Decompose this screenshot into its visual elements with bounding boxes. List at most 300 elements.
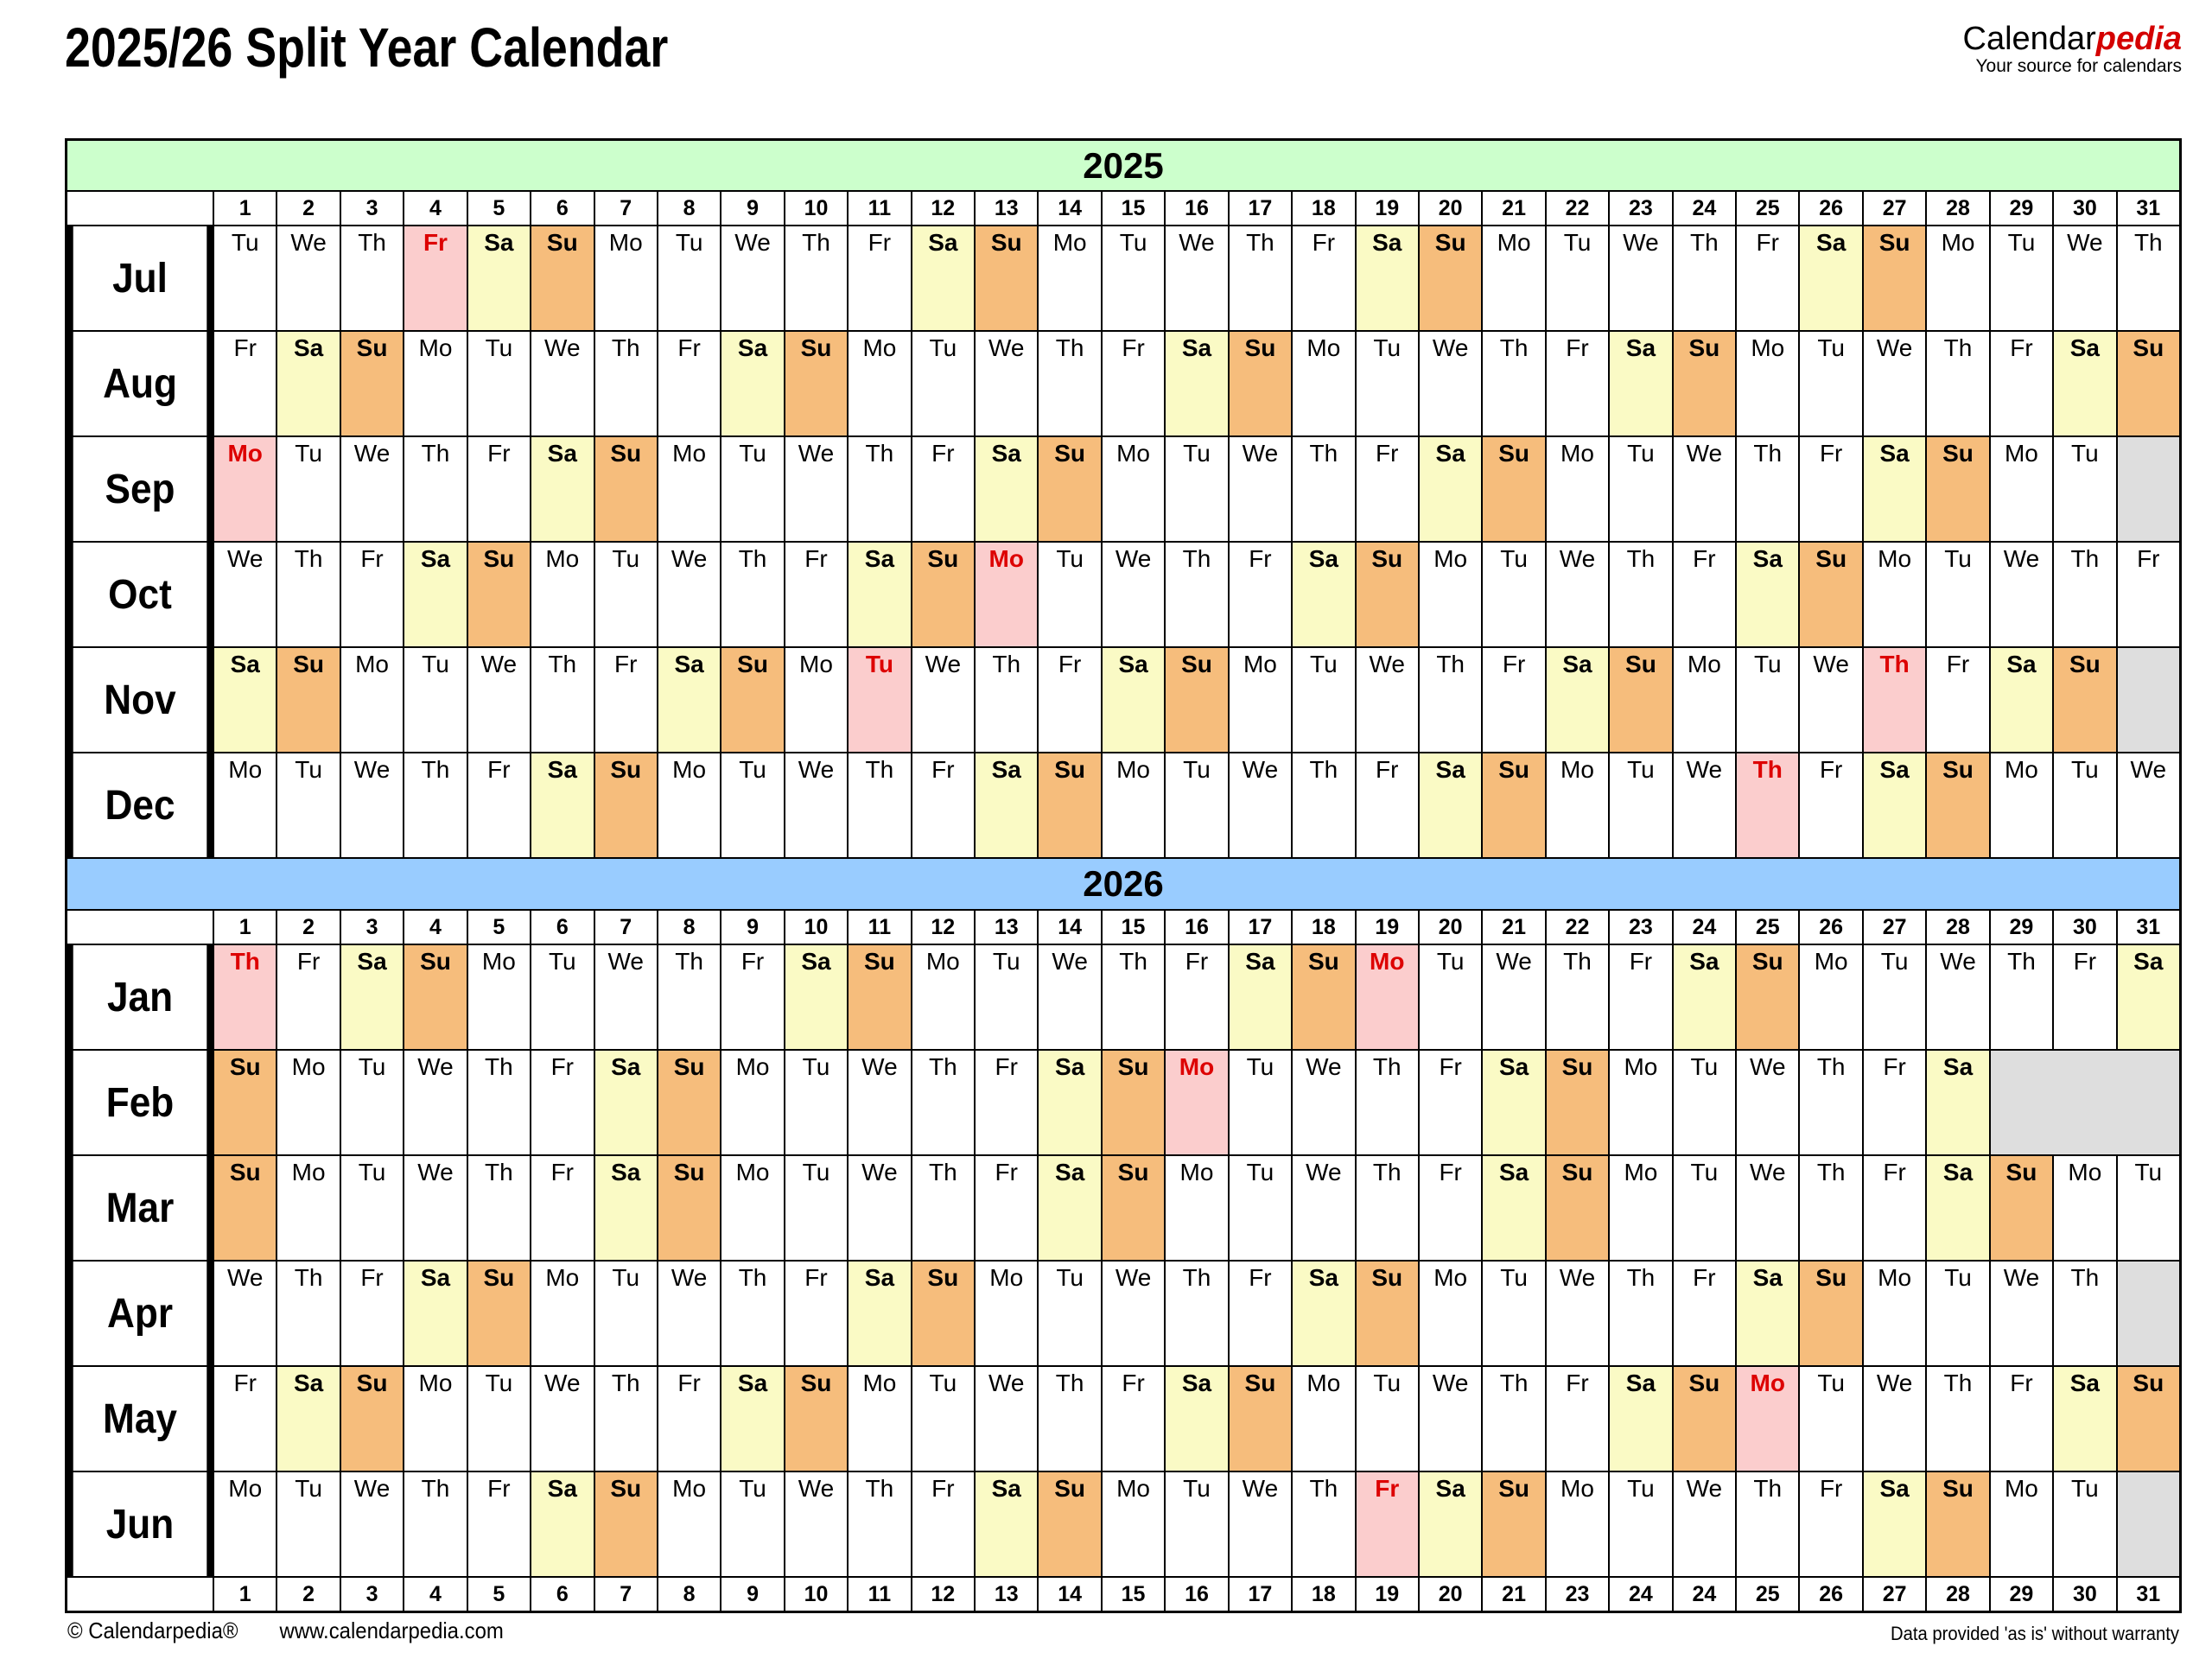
day-cell-sep-15: Mo <box>1103 437 1164 541</box>
logo-text-red: pedia <box>2095 21 2182 57</box>
day-cell-nov-10: Mo <box>785 648 847 752</box>
day-cell-apr-29: We <box>1991 1262 2052 1365</box>
day-cell-jun-17: We <box>1230 1472 1291 1576</box>
day-header-cell: 17 <box>1230 911 1291 944</box>
footer-day-cell: 26 <box>1800 1578 1861 1611</box>
day-cell-feb-26: Th <box>1800 1051 1861 1154</box>
footer-day-cell: 16 <box>1166 1578 1227 1611</box>
day-cell-sep-10: We <box>785 437 847 541</box>
day-cell-feb-22: Su <box>1547 1051 1608 1154</box>
day-cell-jun-29: Mo <box>1991 1472 2052 1576</box>
day-cell-apr-27: Mo <box>1864 1262 1925 1365</box>
day-cell-nov-28: Fr <box>1927 648 1988 752</box>
day-cell-oct-14: Tu <box>1039 543 1100 646</box>
day-cell-apr-1: We <box>214 1262 276 1365</box>
day-cell-dec-17: We <box>1230 753 1291 857</box>
day-cell-mar-3: Tu <box>341 1156 403 1260</box>
day-cell-sep-17: We <box>1230 437 1291 541</box>
day-cell-oct-1: We <box>214 543 276 646</box>
day-cell-oct-16: Th <box>1166 543 1227 646</box>
day-cell-feb-23: Mo <box>1610 1051 1671 1154</box>
day-cell-sep-26: Fr <box>1800 437 1861 541</box>
day-header-cell: 27 <box>1864 911 1925 944</box>
day-cell-jul-19: Sa <box>1357 226 1418 330</box>
day-cell-feb-16: Mo <box>1166 1051 1227 1154</box>
day-cell-dec-28: Su <box>1927 753 1988 857</box>
day-cell-jul-31: Th <box>2118 226 2179 330</box>
day-cell-nov-19: We <box>1357 648 1418 752</box>
day-cell-jan-9: Fr <box>721 945 783 1049</box>
day-header-cell: 20 <box>1420 192 1481 225</box>
day-cell-mar-27: Fr <box>1864 1156 1925 1260</box>
day-cell-jan-23: Fr <box>1610 945 1671 1049</box>
day-cell-mar-1: Su <box>214 1156 276 1260</box>
month-label-feb: Feb <box>73 1051 207 1154</box>
day-cell-jan-24: Sa <box>1674 945 1735 1049</box>
day-cell-nov-15: Sa <box>1103 648 1164 752</box>
day-cell-feb-13: Fr <box>976 1051 1037 1154</box>
day-cell-aug-22: Fr <box>1547 332 1608 435</box>
day-cell-jul-12: Sa <box>912 226 974 330</box>
day-cell-oct-9: Th <box>721 543 783 646</box>
footer-day-cell: 4 <box>404 1578 466 1611</box>
day-cell-may-27: We <box>1864 1367 1925 1471</box>
day-cell-jun-18: Th <box>1293 1472 1354 1576</box>
day-cell-aug-17: Su <box>1230 332 1291 435</box>
day-cell-apr-20: Mo <box>1420 1262 1481 1365</box>
day-header-cell: 26 <box>1800 911 1861 944</box>
day-cell-jun-8: Mo <box>658 1472 720 1576</box>
day-cell-sep-8: Mo <box>658 437 720 541</box>
day-cell-oct-8: We <box>658 543 720 646</box>
day-cell-feb-8: Su <box>658 1051 720 1154</box>
day-cell-jan-13: Tu <box>976 945 1037 1049</box>
day-cell-apr-13: Mo <box>976 1262 1037 1365</box>
day-cell-mar-8: Su <box>658 1156 720 1260</box>
day-header-cell: 10 <box>785 911 847 944</box>
day-cell-oct-15: We <box>1103 543 1164 646</box>
day-cell-may-2: Sa <box>277 1367 339 1471</box>
day-cell-may-26: Tu <box>1800 1367 1861 1471</box>
day-cell-may-12: Tu <box>912 1367 974 1471</box>
footer-day-cell: 31 <box>2118 1578 2179 1611</box>
day-header-cell: 15 <box>1103 192 1164 225</box>
day-cell-nov-13: Th <box>976 648 1037 752</box>
day-cell-jan-18: Su <box>1293 945 1354 1049</box>
day-header-cell: 18 <box>1293 911 1354 944</box>
day-cell-jan-31: Sa <box>2118 945 2179 1049</box>
day-cell-mar-20: Fr <box>1420 1156 1481 1260</box>
day-cell-may-3: Su <box>341 1367 403 1471</box>
day-cell-jun-10: We <box>785 1472 847 1576</box>
day-cell-oct-21: Tu <box>1483 543 1544 646</box>
day-cell-jul-28: Mo <box>1927 226 1988 330</box>
day-cell-nov-17: Mo <box>1230 648 1291 752</box>
day-cell-apr-26: Su <box>1800 1262 1861 1365</box>
footer-day-cell: 13 <box>976 1578 1037 1611</box>
day-cell-may-6: We <box>531 1367 593 1471</box>
day-cell-aug-6: We <box>531 332 593 435</box>
day-cell-apr-3: Fr <box>341 1262 403 1365</box>
day-cell-jul-22: Tu <box>1547 226 1608 330</box>
footer-day-cell: 27 <box>1864 1578 1925 1611</box>
day-cell-dec-31: We <box>2118 753 2179 857</box>
day-header-cell: 19 <box>1357 911 1418 944</box>
day-cell-aug-25: Mo <box>1737 332 1798 435</box>
day-cell-oct-30: Th <box>2054 543 2115 646</box>
day-header-cell: 12 <box>912 911 974 944</box>
day-cell-jul-14: Mo <box>1039 226 1100 330</box>
day-cell-feb-18: We <box>1293 1051 1354 1154</box>
footer-day-cell: 29 <box>1991 1578 2052 1611</box>
day-cell-feb-28: Sa <box>1927 1051 1988 1154</box>
day-cell-feb-7: Sa <box>595 1051 657 1154</box>
day-cell-sep-9: Tu <box>721 437 783 541</box>
footer-day-cell: 12 <box>912 1578 974 1611</box>
day-header-cell: 5 <box>468 192 530 225</box>
day-cell-mar-23: Mo <box>1610 1156 1671 1260</box>
day-cell-jan-17: Sa <box>1230 945 1291 1049</box>
day-cell-apr-18: Sa <box>1293 1262 1354 1365</box>
day-cell-sep-29: Mo <box>1991 437 2052 541</box>
day-cell-sep-30: Tu <box>2054 437 2115 541</box>
day-header-cell: 16 <box>1166 911 1227 944</box>
day-cell-jan-28: We <box>1927 945 1988 1049</box>
day-header-cell: 6 <box>531 911 593 944</box>
day-header-cell: 23 <box>1610 192 1671 225</box>
day-cell-mar-26: Th <box>1800 1156 1861 1260</box>
month-label-jan: Jan <box>73 945 207 1049</box>
footer-day-cell: 24 <box>1610 1578 1671 1611</box>
day-header-cell: 3 <box>341 192 403 225</box>
day-cell-nov-14: Fr <box>1039 648 1100 752</box>
day-cell-nov-20: Th <box>1420 648 1481 752</box>
day-cell-aug-27: We <box>1864 332 1925 435</box>
day-cell-sep-20: Sa <box>1420 437 1481 541</box>
day-cell-jun-20: Sa <box>1420 1472 1481 1576</box>
day-header-cell: 26 <box>1800 192 1861 225</box>
day-cell-feb-6: Fr <box>531 1051 593 1154</box>
footer-copyright <box>67 1618 504 1644</box>
footer-day-cell: 15 <box>1103 1578 1164 1611</box>
day-cell-aug-23: Sa <box>1610 332 1671 435</box>
footer-day-cell: 1 <box>214 1578 276 1611</box>
day-cell-apr-19: Su <box>1357 1262 1418 1365</box>
day-cell-oct-6: Mo <box>531 543 593 646</box>
day-cell-nov-21: Fr <box>1483 648 1544 752</box>
day-cell-dec-26: Fr <box>1800 753 1861 857</box>
day-header-cell: 19 <box>1357 192 1418 225</box>
day-cell-jan-29: Th <box>1991 945 2052 1049</box>
day-cell-may-29: Fr <box>1991 1367 2052 1471</box>
day-cell-nov-9: Su <box>721 648 783 752</box>
day-cell-apr-16: Th <box>1166 1262 1227 1365</box>
day-cell-oct-10: Fr <box>785 543 847 646</box>
day-cell-jan-22: Th <box>1547 945 1608 1049</box>
day-cell-apr-10: Fr <box>785 1262 847 1365</box>
day-cell-may-10: Su <box>785 1367 847 1471</box>
day-cell-jun-26: Fr <box>1800 1472 1861 1576</box>
day-cell-oct-2: Th <box>277 543 339 646</box>
website-link[interactable]: www.calendarpedia.com <box>279 1618 504 1643</box>
footer-day-cell: 21 <box>1483 1578 1544 1611</box>
day-cell-mar-5: Th <box>468 1156 530 1260</box>
day-cell-dec-11: Th <box>849 753 910 857</box>
day-cell-oct-5: Su <box>468 543 530 646</box>
day-cell-jul-1: Tu <box>214 226 276 330</box>
day-cell-oct-19: Su <box>1357 543 1418 646</box>
day-cell-sep-22: Mo <box>1547 437 1608 541</box>
day-cell-jan-15: Th <box>1103 945 1164 1049</box>
day-header-cell: 29 <box>1991 192 2052 225</box>
day-cell-aug-8: Fr <box>658 332 720 435</box>
day-cell-sep-16: Tu <box>1166 437 1227 541</box>
day-header-cell: 2 <box>277 192 339 225</box>
day-header-cell: 28 <box>1927 192 1988 225</box>
day-cell-feb-27: Fr <box>1864 1051 1925 1154</box>
day-cell-may-9: Sa <box>721 1367 783 1471</box>
day-cell-jul-23: We <box>1610 226 1671 330</box>
footer-day-cell: 18 <box>1293 1578 1354 1611</box>
day-header-cell: 11 <box>849 911 910 944</box>
day-cell-mar-6: Fr <box>531 1156 593 1260</box>
day-cell-nov-27: Th <box>1864 648 1925 752</box>
day-cell-jun-25: Th <box>1737 1472 1798 1576</box>
day-header-cell: 24 <box>1674 192 1735 225</box>
day-cell-may-20: We <box>1420 1367 1481 1471</box>
footer-day-cell: 19 <box>1357 1578 1418 1611</box>
empty-cell-nov <box>2118 648 2179 752</box>
day-cell-aug-24: Su <box>1674 332 1735 435</box>
day-cell-jun-22: Mo <box>1547 1472 1608 1576</box>
day-cell-jun-24: We <box>1674 1472 1735 1576</box>
day-header-cell: 1 <box>214 911 276 944</box>
day-cell-dec-2: Tu <box>277 753 339 857</box>
day-cell-apr-22: We <box>1547 1262 1608 1365</box>
day-cell-dec-24: We <box>1674 753 1735 857</box>
empty-cell-feb <box>1991 1051 2179 1154</box>
day-cell-oct-27: Mo <box>1864 543 1925 646</box>
day-cell-mar-29: Su <box>1991 1156 2052 1260</box>
day-cell-sep-28: Su <box>1927 437 1988 541</box>
day-cell-oct-12: Su <box>912 543 974 646</box>
day-cell-aug-18: Mo <box>1293 332 1354 435</box>
day-cell-feb-1: Su <box>214 1051 276 1154</box>
day-header-cell: 2 <box>277 911 339 944</box>
day-cell-jul-16: We <box>1166 226 1227 330</box>
day-cell-aug-2: Sa <box>277 332 339 435</box>
day-cell-oct-13: Mo <box>976 543 1037 646</box>
footer-day-cell: 5 <box>468 1578 530 1611</box>
footer-day-cell: 11 <box>849 1578 910 1611</box>
day-cell-jul-9: We <box>721 226 783 330</box>
day-cell-dec-16: Tu <box>1166 753 1227 857</box>
day-header-cell: 7 <box>595 911 657 944</box>
day-cell-dec-30: Tu <box>2054 753 2115 857</box>
day-cell-apr-2: Th <box>277 1262 339 1365</box>
day-cell-oct-7: Tu <box>595 543 657 646</box>
empty-cell-jun <box>2118 1472 2179 1576</box>
day-cell-apr-25: Sa <box>1737 1262 1798 1365</box>
day-cell-sep-21: Su <box>1483 437 1544 541</box>
day-header-cell: 22 <box>1547 192 1608 225</box>
day-cell-jun-5: Fr <box>468 1472 530 1576</box>
month-label-aug: Aug <box>73 332 207 435</box>
day-cell-mar-21: Sa <box>1483 1156 1544 1260</box>
footer-day-cell: 24 <box>1674 1578 1735 1611</box>
footer-day-cell: 14 <box>1039 1578 1100 1611</box>
day-cell-jul-25: Fr <box>1737 226 1798 330</box>
day-cell-mar-30: Mo <box>2054 1156 2115 1260</box>
day-cell-aug-19: Tu <box>1357 332 1418 435</box>
day-cell-feb-12: Th <box>912 1051 974 1154</box>
day-cell-jul-26: Sa <box>1800 226 1861 330</box>
day-cell-jun-15: Mo <box>1103 1472 1164 1576</box>
day-cell-may-23: Sa <box>1610 1367 1671 1471</box>
day-header-cell: 25 <box>1737 192 1798 225</box>
day-cell-may-15: Fr <box>1103 1367 1164 1471</box>
day-header-cell: 28 <box>1927 911 1988 944</box>
day-header-cell: 12 <box>912 192 974 225</box>
day-cell-nov-2: Su <box>277 648 339 752</box>
day-header-cell: 20 <box>1420 911 1481 944</box>
day-cell-oct-20: Mo <box>1420 543 1481 646</box>
day-header-cell: 18 <box>1293 192 1354 225</box>
day-cell-aug-26: Tu <box>1800 332 1861 435</box>
day-cell-jul-3: Th <box>341 226 403 330</box>
day-header-cell: 23 <box>1610 911 1671 944</box>
day-cell-aug-10: Su <box>785 332 847 435</box>
day-cell-dec-22: Mo <box>1547 753 1608 857</box>
day-cell-jun-28: Su <box>1927 1472 1988 1576</box>
day-cell-jul-17: Th <box>1230 226 1291 330</box>
day-cell-may-4: Mo <box>404 1367 466 1471</box>
day-cell-dec-29: Mo <box>1991 753 2052 857</box>
day-cell-oct-11: Sa <box>849 543 910 646</box>
day-cell-nov-4: Tu <box>404 648 466 752</box>
day-cell-jun-6: Sa <box>531 1472 593 1576</box>
day-cell-jun-27: Sa <box>1864 1472 1925 1576</box>
day-cell-sep-23: Tu <box>1610 437 1671 541</box>
month-label-may: May <box>73 1367 207 1471</box>
day-header-cell: 11 <box>849 192 910 225</box>
day-cell-may-25: Mo <box>1737 1367 1798 1471</box>
day-cell-sep-18: Th <box>1293 437 1354 541</box>
day-cell-oct-22: We <box>1547 543 1608 646</box>
day-header-cell: 27 <box>1864 192 1925 225</box>
day-cell-mar-11: We <box>849 1156 910 1260</box>
day-cell-apr-15: We <box>1103 1262 1164 1365</box>
day-cell-aug-30: Sa <box>2054 332 2115 435</box>
day-header-cell: 4 <box>404 192 466 225</box>
day-cell-jan-1: Th <box>214 945 276 1049</box>
day-cell-feb-9: Mo <box>721 1051 783 1154</box>
day-cell-oct-18: Sa <box>1293 543 1354 646</box>
day-cell-oct-4: Sa <box>404 543 466 646</box>
day-header-cell: 16 <box>1166 192 1227 225</box>
day-header-cell: 8 <box>658 911 720 944</box>
day-cell-nov-6: Th <box>531 648 593 752</box>
calendarpedia-logo[interactable] <box>1963 22 2182 76</box>
day-cell-oct-31: Fr <box>2118 543 2179 646</box>
day-cell-mar-15: Su <box>1103 1156 1164 1260</box>
day-cell-sep-19: Fr <box>1357 437 1418 541</box>
day-cell-jul-20: Su <box>1420 226 1481 330</box>
day-cell-jun-3: We <box>341 1472 403 1576</box>
day-cell-feb-3: Tu <box>341 1051 403 1154</box>
footer-day-cell: 23 <box>1547 1578 1608 1611</box>
day-cell-apr-30: Th <box>2054 1262 2115 1365</box>
day-cell-may-16: Sa <box>1166 1367 1227 1471</box>
day-cell-jun-19: Fr <box>1357 1472 1418 1576</box>
day-cell-sep-25: Th <box>1737 437 1798 541</box>
day-cell-jun-14: Su <box>1039 1472 1100 1576</box>
day-header-cell: 15 <box>1103 911 1164 944</box>
day-cell-aug-7: Th <box>595 332 657 435</box>
month-label-nov: Nov <box>73 648 207 752</box>
day-cell-jul-29: Tu <box>1991 226 2052 330</box>
year-banner-2026: 2026 <box>67 859 2179 909</box>
day-cell-aug-12: Tu <box>912 332 974 435</box>
day-cell-may-19: Tu <box>1357 1367 1418 1471</box>
day-header-cell: 9 <box>721 192 783 225</box>
day-cell-dec-13: Sa <box>976 753 1037 857</box>
day-cell-may-30: Sa <box>2054 1367 2115 1471</box>
day-cell-nov-18: Tu <box>1293 648 1354 752</box>
day-cell-dec-10: We <box>785 753 847 857</box>
day-cell-oct-17: Fr <box>1230 543 1291 646</box>
day-cell-jul-5: Sa <box>468 226 530 330</box>
day-cell-jan-11: Su <box>849 945 910 1049</box>
day-cell-feb-5: Th <box>468 1051 530 1154</box>
day-cell-dec-20: Sa <box>1420 753 1481 857</box>
month-label-oct: Oct <box>73 543 207 646</box>
day-cell-may-8: Fr <box>658 1367 720 1471</box>
footer-day-cell: 10 <box>785 1578 847 1611</box>
day-header-cell: 13 <box>976 911 1037 944</box>
copyright-text: © Calendarpedia® <box>67 1618 238 1643</box>
footer-day-cell: 2 <box>277 1578 339 1611</box>
day-header-cell: 21 <box>1483 911 1544 944</box>
day-cell-sep-12: Fr <box>912 437 974 541</box>
footer-day-cell: 9 <box>721 1578 783 1611</box>
day-cell-dec-5: Fr <box>468 753 530 857</box>
day-cell-may-18: Mo <box>1293 1367 1354 1471</box>
day-cell-sep-4: Th <box>404 437 466 541</box>
day-cell-jan-12: Mo <box>912 945 974 1049</box>
day-cell-mar-4: We <box>404 1156 466 1260</box>
day-header-cell: 5 <box>468 911 530 944</box>
day-header-cell: 9 <box>721 911 783 944</box>
logo-tagline: Your source for calendars <box>1975 55 2182 76</box>
day-cell-mar-7: Sa <box>595 1156 657 1260</box>
day-cell-may-22: Fr <box>1547 1367 1608 1471</box>
day-cell-mar-14: Sa <box>1039 1156 1100 1260</box>
day-header-cell: 8 <box>658 192 720 225</box>
day-cell-dec-21: Su <box>1483 753 1544 857</box>
day-cell-mar-10: Tu <box>785 1156 847 1260</box>
day-cell-apr-28: Tu <box>1927 1262 1988 1365</box>
day-cell-jan-2: Fr <box>277 945 339 1049</box>
day-cell-jul-6: Su <box>531 226 593 330</box>
day-cell-jul-7: Mo <box>595 226 657 330</box>
day-cell-jan-25: Su <box>1737 945 1798 1049</box>
footer-disclaimer: Data provided 'as is' without warranty <box>1891 1623 2179 1644</box>
day-cell-sep-7: Su <box>595 437 657 541</box>
corner-cell <box>67 911 213 944</box>
footer-day-cell: 3 <box>341 1578 403 1611</box>
page-title: 2025/26 Split Year Calendar <box>65 16 669 79</box>
